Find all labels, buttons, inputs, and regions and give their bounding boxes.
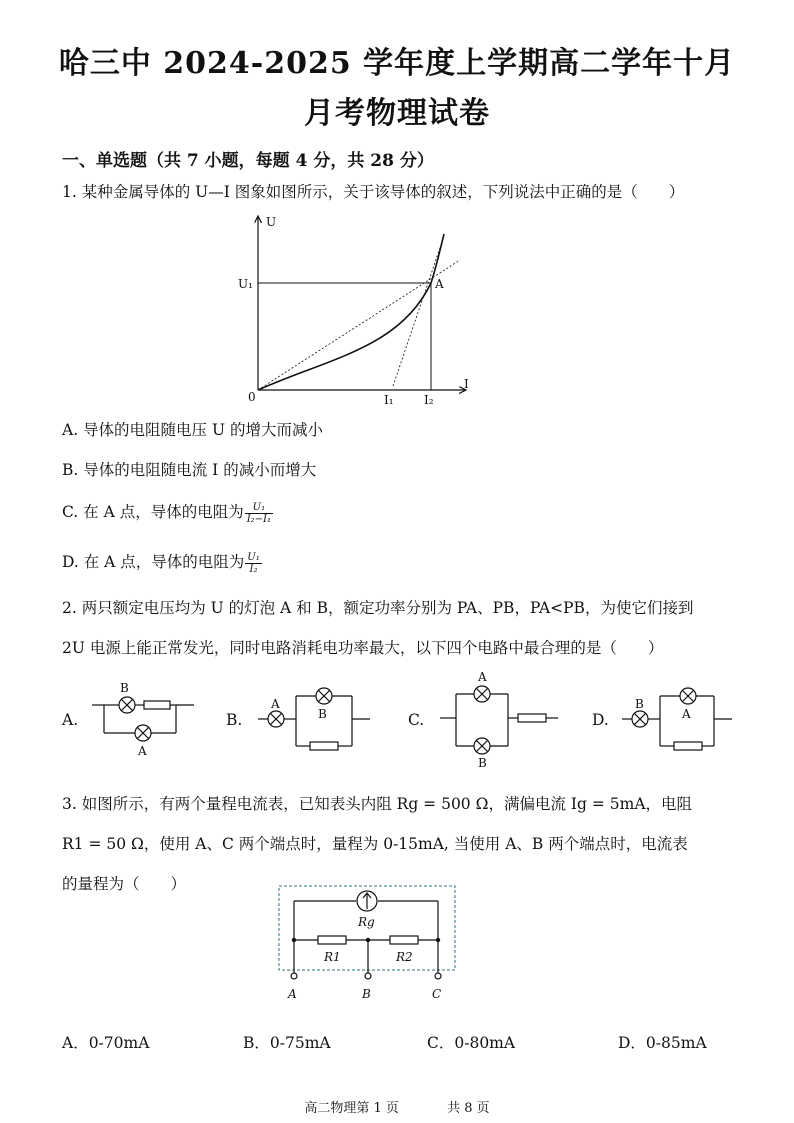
lamp-a-label: A [271, 697, 280, 711]
exam-title-line1: 哈三中 2024-2025 学年度上学期高二学年十月 [58, 46, 736, 81]
fraction-denominator: I₂−I₁ [246, 513, 272, 525]
q3-option-c: C．0-80mA [427, 1034, 516, 1052]
axis-label-i: I [464, 377, 469, 391]
q1-option-c-text: C. 在 A 点，导体的电阻为 [62, 503, 244, 521]
ui-graph [230, 208, 490, 408]
circuit-d-diagram [616, 676, 740, 760]
q3-option-d: D．0-85mA [618, 1034, 707, 1052]
tangent-line [393, 236, 444, 386]
question-3-line2: R1 = 50 Ω，使用 A、C 两个端点时，量程为 0-15mA, 当使用 A、B 两个端点时，电流表 [62, 835, 688, 853]
q1-option-d-text: D. 在 A 点，导体的电阻为 [62, 553, 245, 571]
r2-label: R2 [396, 950, 413, 964]
origin-label: 0 [248, 390, 256, 404]
question-3-line3: 的量程为（ ） [62, 875, 187, 893]
page-total: 共 8 页 [447, 1101, 490, 1116]
q2-label-d: D. [592, 711, 609, 729]
question-2-line1: 2. 两只额定电压均为 U 的灯泡 A 和 B，额定功率分别为 PA、PB，PA<PB，为使它们接到 [62, 599, 694, 617]
page-footer [0, 1097, 794, 1116]
q2-label-b: B. [226, 711, 243, 729]
rg-label: Rg [358, 915, 375, 929]
ammeter-circuit-diagram [272, 880, 462, 1004]
axis-label-u: U [266, 215, 277, 229]
exam-title-line2: 月考物理试卷 [304, 96, 490, 131]
lamp-b-label: B [478, 756, 487, 770]
fraction-numerator: U₁ [245, 502, 273, 514]
question-3-line1: 3. 如图所示，有两个量程电流表，已知表头内阻 Rg = 500 Ω，满偏电流 Ig = 5mA，电阻 [62, 795, 693, 813]
secant-line [258, 260, 460, 390]
i1-label: I₁ [384, 393, 394, 407]
q1-option-d-fraction [245, 552, 261, 575]
q1-option-c-fraction [245, 502, 273, 525]
lamp-a-label: A [478, 670, 487, 684]
point-a-label: A [435, 277, 444, 291]
section-heading: 一、单选题（共 7 小题，每题 4 分，共 28 分） [62, 151, 434, 171]
lamp-a-label: A [682, 707, 691, 721]
r1-label: R1 [324, 950, 341, 964]
lamp-b-label: B [120, 681, 129, 695]
circuit-c-diagram [432, 666, 566, 770]
q1-option-a: A. 导体的电阻随电压 U 的增大而减小 [62, 421, 323, 439]
terminal-c-label: C [432, 987, 442, 1001]
question-2-line2: 2U 电源上能正常发光，同时电路消耗电功率最大，以下四个电路中最合理的是（ ） [62, 639, 664, 657]
circuit-b-diagram [252, 676, 376, 760]
i2-label: I₂ [424, 393, 434, 407]
lamp-b-label: B [318, 707, 327, 721]
q2-label-c: C. [408, 711, 425, 729]
page-number: 高二物理第 1 页 [304, 1101, 399, 1116]
q3-option-b: B．0-75mA [243, 1034, 331, 1052]
fraction-numerator: U₁ [247, 551, 260, 563]
circuit-a-diagram [84, 676, 204, 760]
question-1-stem: 1. 某种金属导体的 U—I 图象如图所示，关于该导体的叙述，下列说法中正确的是（ ） [62, 183, 685, 201]
q1-option-b: B. 导体的电阻随电流 I 的减小而增大 [62, 461, 317, 479]
u1-label: U₁ [238, 277, 253, 291]
terminal-a-label: A [288, 987, 297, 1001]
ui-curve [258, 234, 444, 390]
q1-option-c [62, 500, 273, 525]
terminal-b-label: B [362, 987, 371, 1001]
lamp-a-label: A [138, 744, 147, 758]
lamp-b-label: B [635, 697, 644, 711]
q1-option-d [62, 550, 262, 575]
q2-label-a: A. [62, 711, 79, 729]
q3-option-a: A．0-70mA [62, 1034, 150, 1052]
fraction-denominator: I₂ [249, 563, 258, 575]
